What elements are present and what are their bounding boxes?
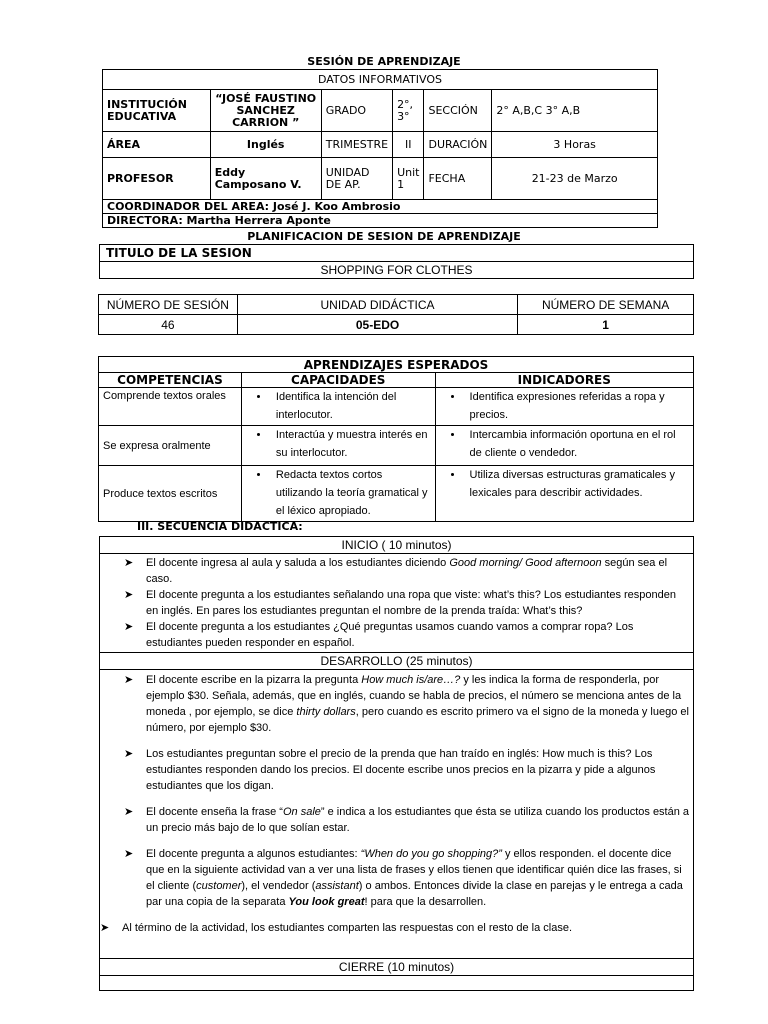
cierre-body (100, 976, 694, 991)
capacidad-item: • Identifica la intención del interlocutor. (270, 388, 431, 424)
desarrollo-item: ➤ Al término de la actividad, los estudiantes comparten las respuestas con el resto de la clase. (100, 922, 573, 934)
arrow-bullet-icon: ➤ (124, 806, 134, 818)
inicio-header: INICIO ( 10 minutos) (100, 537, 694, 554)
numero-sesion-value: 46 (99, 315, 238, 335)
titulo-label: TITULO DE LA SESION (100, 245, 694, 262)
desarrollo-item: ➤ El docente pregunta a algunos estudiantes: “When do you go shopping?” y ellos responden. el docente dice que en la siguiente actividad van a ver una lista de frases y ellos tienen que identificar quién dice las frases, si el cliente (customer), el vendedor (assistant) o ambos. Entonces divide la clase en parejas y le entrega a cada par una copia de la separata You look great! para que la desarrollen. (124, 848, 683, 908)
numero-sesion-table (98, 294, 694, 335)
unidad-value: Unit 1 (393, 158, 424, 200)
duracion-value: 3 Horas (492, 132, 658, 158)
titulo-value: SHOPPING FOR CLOTHES (100, 262, 694, 279)
trimestre-value: II (393, 132, 424, 158)
unidad-label: UNIDAD DE AP. (321, 158, 392, 200)
indicador-item: • Utiliza diversas estructuras gramaticales y lexicales para describir actividades. (464, 466, 689, 502)
arrow-bullet-icon: ➤ (124, 848, 134, 860)
inicio-item: ➤ El docente pregunta a los estudiantes ¿Qué preguntas usamos cuando vamos a comprar ropa? Los estudiantes pueden responder en español. (124, 621, 634, 649)
inicio-item: ➤ El docente ingresa al aula y saluda a los estudiantes diciendo Good morning/ Good afternoon según sea el caso. (124, 557, 668, 585)
numero-semana-value: 1 (518, 315, 694, 335)
seccion-value: 2° A,B,C 3° A,B (492, 90, 658, 132)
aprendizajes-title: APRENDIZAJES ESPERADOS (99, 357, 694, 373)
competencias-header: COMPETENCIAS (99, 373, 242, 388)
desarrollo-item: ➤ El docente escribe en la pizarra la pregunta How much is/are…? y les indica la forma de responderla, por ejemplo $30. Señala, además, que en inglés, cuando se habla de precios, el número se menciona antes de la moneda , por ejemplo, se dice thirty dollars, pero cuando es escrito primero va el signo de la moneda y luego el número, por ejemplo $30. (124, 674, 689, 734)
datos-informativos-table (102, 69, 658, 228)
arrow-bullet-icon: ➤ (124, 589, 134, 601)
seccion-label: SECCIÓN (424, 90, 492, 132)
capacidad-item: • Interactúa y muestra interés en su interlocutor. (270, 426, 431, 462)
area-label: ÁREA (103, 132, 211, 158)
grado-label: GRADO (321, 90, 392, 132)
arrow-bullet-icon: ➤ (100, 922, 110, 934)
institucion-value: “JOSÉ FAUSTINO SANCHEZ CARRION ” (210, 90, 321, 132)
datos-header: DATOS INFORMATIVOS (103, 70, 658, 90)
competencia-cell: Produce textos escritos (99, 466, 242, 522)
area-value: Inglés (210, 132, 321, 158)
cierre-header: CIERRE (10 minutos) (100, 959, 694, 976)
numero-sesion-header: NÚMERO DE SESIÓN (99, 295, 238, 315)
institucion-label: INSTITUCIÓN EDUCATIVA (103, 90, 211, 132)
profesor-label: PROFESOR (103, 158, 211, 200)
numero-semana-header: NÚMERO DE SEMANA (518, 295, 694, 315)
arrow-bullet-icon: ➤ (124, 621, 134, 633)
competencia-cell: Comprende textos orales (99, 388, 242, 426)
titulo-sesion-table (99, 244, 694, 279)
competencia-cell: Se expresa oralmente (99, 426, 242, 466)
unidad-didactica-header: UNIDAD DIDÁCTICA (237, 295, 517, 315)
indicador-item: • Identifica expresiones referidas a ropa y precios. (464, 388, 689, 424)
coordinador-line: COORDINADOR DEL AREA: José J. Koo Ambrosio (103, 200, 658, 214)
aprendizajes-table (98, 356, 694, 522)
document-title: SESIÓN DE APRENDIZAJE (307, 55, 461, 68)
secuencia-title: III. SECUENCIA DIDACTICA: (137, 520, 303, 533)
desarrollo-header: DESARROLLO (25 minutos) (100, 653, 694, 670)
indicador-item: • Intercambia información oportuna en el rol de cliente o vendedor. (464, 426, 689, 462)
trimestre-label: TRIMESTRE (321, 132, 392, 158)
fecha-label: FECHA (424, 158, 492, 200)
desarrollo-item: ➤ Los estudiantes preguntan sobre el precio de la prenda que han traído en inglés: How much is this? Los estudiantes responden dando los precios. El docente escribe unos precios en la pizarra y pide a algunos estudiantes que los digan. (124, 748, 656, 792)
fecha-value: 21-23 de Marzo (492, 158, 658, 200)
duracion-label: DURACIÓN (424, 132, 492, 158)
inicio-item: ➤ El docente pregunta a los estudiantes señalando una ropa que viste: what’s this? Los estudiantes responden en inglés. En pares los estudiantes preguntan el nombre de la prenda traída: What’s this? (124, 589, 676, 617)
capacidades-header: CAPACIDADES (241, 373, 435, 388)
capacidad-item: • Redacta textos cortos utilizando la teoría gramatical y el léxico apropiado. (270, 466, 431, 520)
indicadores-header: INDICADORES (435, 373, 693, 388)
directora-line: DIRECTORA: Martha Herrera Aponte (103, 214, 658, 228)
grado-value: 2°, 3° (393, 90, 424, 132)
profesor-value: Eddy Camposano V. (210, 158, 321, 200)
desarrollo-item: ➤ El docente enseña la frase “On sale” e indica a los estudiantes que ésta se utiliza cuando los productos están a un precio más bajo de lo que solían estar. (124, 806, 690, 834)
planificacion-title: PLANIFICACION DE SESION DE APRENDIZAJE (247, 230, 521, 243)
secuencia-table (99, 536, 694, 991)
arrow-bullet-icon: ➤ (124, 674, 134, 686)
unidad-didactica-value: 05-EDO (237, 315, 517, 335)
arrow-bullet-icon: ➤ (124, 748, 134, 760)
arrow-bullet-icon: ➤ (124, 557, 134, 569)
